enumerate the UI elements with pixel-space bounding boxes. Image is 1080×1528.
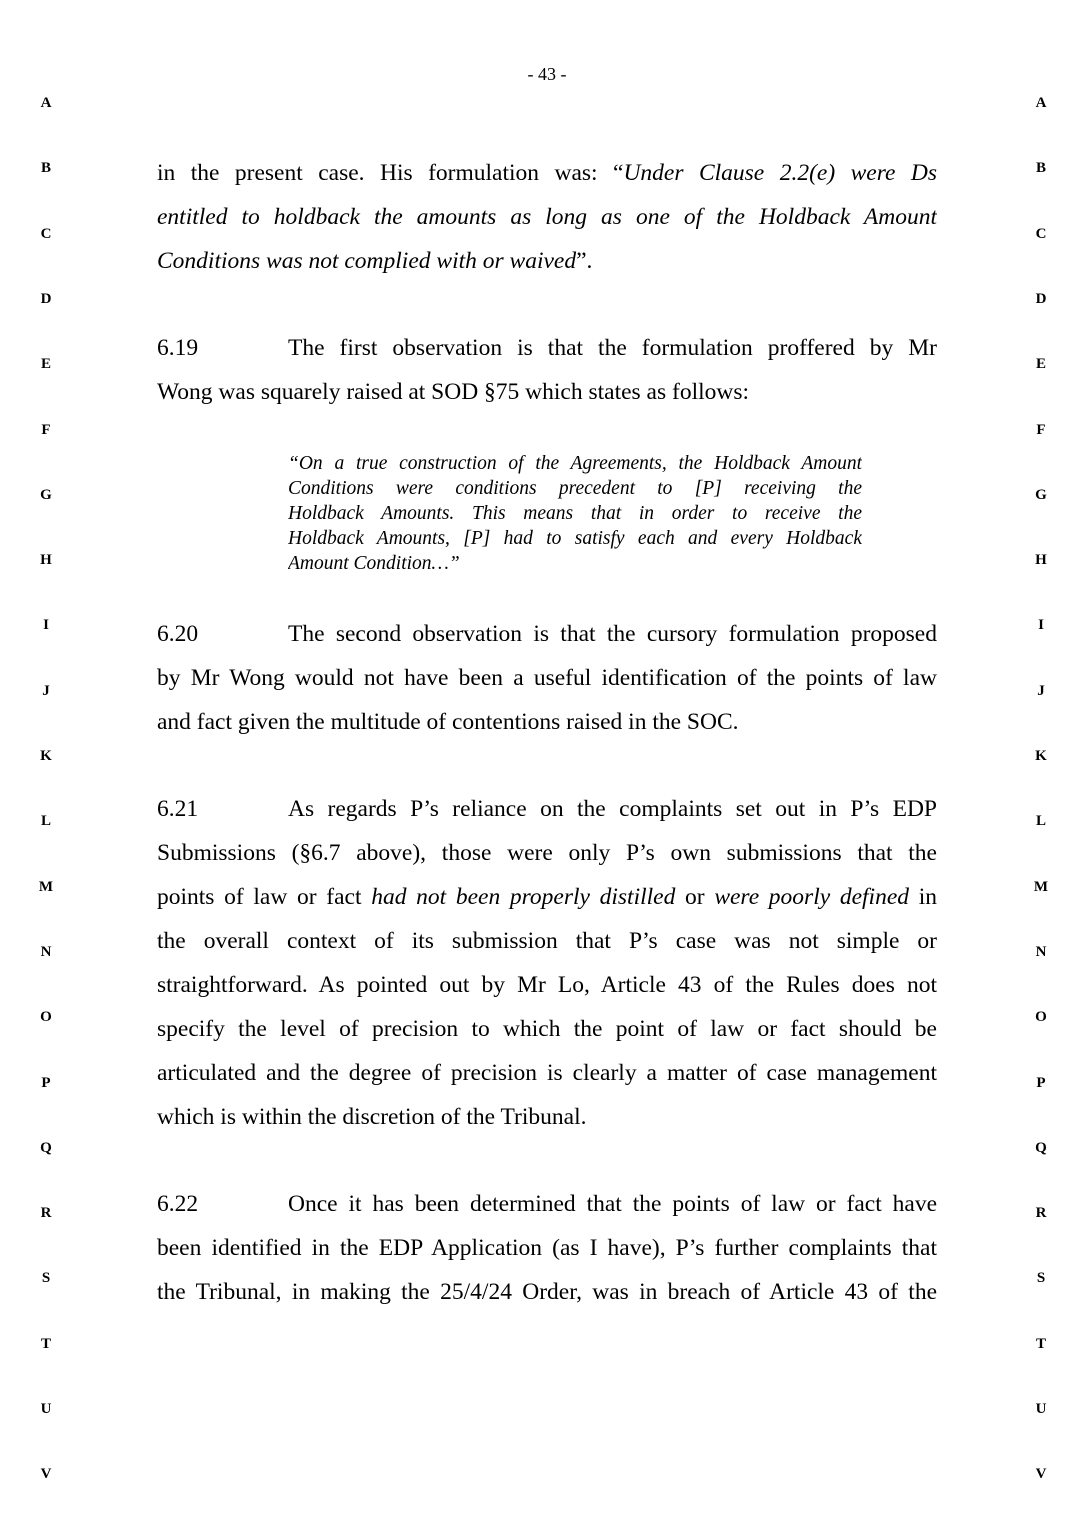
- margin-letter-left: M: [38, 878, 54, 895]
- margin-letter-right: P: [1036, 1074, 1046, 1091]
- block-quote: [288, 451, 862, 576]
- margin-letter-right: U: [1035, 1401, 1047, 1417]
- paragraph-number: 6.21: [157, 796, 199, 822]
- text-line: 6.21 As regards P’s reliance on the complaints set out in P’s EDP: [157, 787, 937, 831]
- quote-line: “On a true construction of the Agreements, the Holdback Amount: [288, 453, 862, 474]
- margin-letter-right: E: [1035, 356, 1046, 373]
- text-line: and fact given the multitude of contentions raised in the SOC.: [157, 709, 739, 735]
- margin-letter-left: U: [40, 1401, 52, 1417]
- margin-letter-right: S: [1036, 1270, 1046, 1287]
- text-line: Submissions (§6.7 above), those were only P’s own submissions that the: [157, 840, 937, 866]
- margin-letter-right: L: [1035, 813, 1046, 830]
- margin-letter-left: L: [40, 813, 51, 830]
- paragraph-number: 6.20: [157, 621, 199, 647]
- text-line: the Tribunal, in making the 25/4/24 Order, was in breach of Article 43 of the: [157, 1279, 937, 1305]
- margin-letter-left: A: [40, 95, 52, 111]
- quote-line: Conditions were conditions precedent to [P] receiving the: [288, 478, 862, 499]
- text-line: in the present case. His formulation was: “Under Clause 2.2(e) were Ds: [157, 160, 937, 186]
- text-line: Wong was squarely raised at SOD §75 which states as follows:: [157, 379, 750, 405]
- margin-letter-right: I: [1038, 617, 1044, 634]
- margin-letter-right: N: [1035, 943, 1047, 960]
- text-line: Conditions was not complied with or waived”.: [157, 248, 593, 274]
- margin-letter-left: N: [40, 943, 52, 960]
- margin-letter-right: M: [1033, 878, 1049, 895]
- margin-letter-left: V: [40, 1466, 52, 1483]
- margin-letter-right: C: [1035, 225, 1047, 242]
- margin-letter-left: G: [40, 486, 52, 503]
- margin-letter-left: K: [40, 748, 52, 764]
- margin-letter-right: D: [1035, 290, 1047, 307]
- page-number: - 43 -: [527, 64, 567, 84]
- text-line: articulated and the degree of precision is clearly a matter of case management: [157, 1060, 937, 1086]
- margin-letter-left: B: [40, 160, 51, 177]
- margin-letter-right: T: [1035, 1335, 1046, 1352]
- paragraph-6-21: [157, 787, 937, 1139]
- margin-letter-left: R: [40, 1205, 52, 1222]
- text-line: straightforward. As pointed out by Mr Lo, Article 43 of the Rules does not: [157, 972, 937, 998]
- paragraph-6-19: [157, 326, 937, 414]
- margin-letter-right: A: [1035, 95, 1047, 111]
- text-line: 6.19 The first observation is that the formulation proffered by Mr: [157, 326, 937, 370]
- margin-letter-left: Q: [40, 1139, 52, 1156]
- margin-letter-left: H: [40, 552, 52, 569]
- margin-letter-right: B: [1035, 160, 1046, 177]
- margin-letter-right: K: [1035, 748, 1047, 764]
- margin-letter-right: O: [1035, 1009, 1047, 1026]
- margin-letter-left: E: [40, 356, 51, 373]
- margin-letter-left: J: [42, 682, 50, 699]
- margin-letter-right: F: [1036, 421, 1046, 438]
- paragraph-number: 6.19: [157, 335, 199, 361]
- margin-letter-left: I: [43, 617, 49, 634]
- text-line: 6.22 Once it has been determined that the points of law or fact have: [157, 1182, 937, 1226]
- margin-letter-left: C: [40, 225, 52, 242]
- quote-line: Holdback Amounts. This means that in order to receive the: [288, 503, 862, 524]
- text-line: which is within the discretion of the Tribunal.: [157, 1104, 587, 1130]
- text-line: been identified in the EDP Application (as I have), P’s further complaints that: [157, 1235, 937, 1261]
- margin-letter-right: G: [1035, 486, 1047, 503]
- text-line: by Mr Wong would not have been a useful identification of the points of law: [157, 665, 937, 691]
- paragraph-6-22: [157, 1182, 937, 1314]
- margin-letter-left: F: [41, 421, 51, 438]
- quote-line: Holdback Amounts, [P] had to satisfy each and every Holdback: [288, 528, 862, 549]
- margin-letter-left: T: [40, 1335, 51, 1352]
- text-line: entitled to holdback the amounts as long as one of the Holdback Amount: [157, 204, 937, 230]
- margin-letter-right: H: [1035, 552, 1047, 569]
- paragraph-number: 6.22: [157, 1191, 199, 1217]
- margin-letter-left: S: [41, 1270, 51, 1287]
- margin-letter-left: D: [40, 290, 52, 307]
- margin-letter-right: Q: [1035, 1139, 1047, 1156]
- continuation-paragraph: [157, 151, 937, 283]
- text-line: specify the level of precision to which the point of law or fact should be: [157, 1016, 937, 1042]
- text-line: the overall context of its submission that P’s case was not simple or: [157, 928, 937, 954]
- margin-letter-left: O: [40, 1009, 52, 1026]
- text-line: points of law or fact had not been properly distilled or were poorly defined in: [157, 884, 937, 910]
- paragraph-6-20: [157, 612, 937, 744]
- text-line: 6.20 The second observation is that the cursory formulation proposed: [157, 612, 937, 656]
- margin-letter-right: J: [1037, 682, 1045, 699]
- margin-letter-right: R: [1035, 1205, 1047, 1222]
- margin-letter-left: P: [41, 1074, 51, 1091]
- quote-line: Amount Condition…”: [288, 553, 460, 574]
- margin-letter-right: V: [1035, 1466, 1047, 1483]
